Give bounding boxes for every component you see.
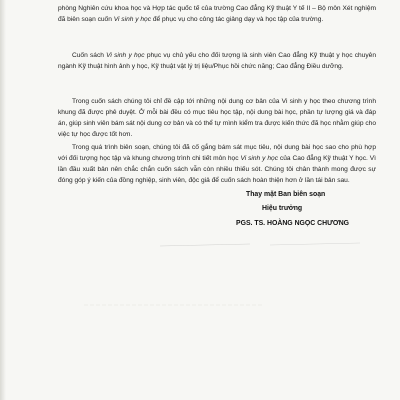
text-span: Cuốn sách xyxy=(72,52,107,59)
text-span: phục vụ chủ yếu cho đối tượng là sinh viên Cao đẳng Kỹ thuật y học chuyên ngành Kỹ thuật hình ảnh y học, Kỹ thuật vật lý trị liệu/Phục hồi chức năng; Cao đẳng Điều dưỡng. xyxy=(58,52,376,70)
signature-title: Hiệu trưởng xyxy=(262,205,303,212)
scan-bleed-through-mark xyxy=(84,302,264,308)
page-binding-shadow xyxy=(0,0,6,400)
signature-name: PGS. TS. HOÀNG NGỌC CHƯƠNG xyxy=(236,220,350,227)
intro-continuation-text xyxy=(58,3,376,25)
book-title-emphasis: Vi sinh y học xyxy=(106,52,145,59)
book-title-emphasis: Vi sinh y học xyxy=(240,155,278,162)
book-title-emphasis: Vi sinh y học xyxy=(113,16,151,23)
paragraph-content-structure: Trong cuốn sách chúng tôi chỉ đề cập tới những nội dung cơ bản của Vi sinh y học theo chương trình khung đã được phê duyệt. Ở mỗi bài đều có mục tiêu học tập, nội dung bài học, phần tự lượng giá và đáp án, giúp sinh viên bám sát nội dung cơ bản và có thể tự mình kiểm tra được kiến thức đã học nhằm giúp cho việc tự học được tốt hơn. xyxy=(58,98,376,138)
text-span: Trong quá trình biên soạn, chúng tôi đã cố gắng bám sát mục tiêu, nội dung bài học sao cho phù hợp với đối tượng học tập và khung chương trình chi tiết môn học xyxy=(58,144,376,162)
text-span: phòng Nghiên cứu khoa học và Hợp tác quốc tế của trường Cao đẳng Kỹ thuật Y tế II – Bộ môn Xét nghiệm đã biên soạn cuốn xyxy=(58,5,376,23)
text-span: để phục vụ cho công tác giảng dạy và học tập của trường. xyxy=(151,16,324,23)
paragraph-audience xyxy=(58,50,376,72)
text-span: của Cao đẳng Kỹ thuật Y học. Vì lần đầu xuất bản nên chắc chắn cuốn sách vẫn còn nhiều thiếu sót. Chúng tôi chân thành mong được sự đóng góp ý kiến của đồng nghiệp, sinh viên, độc giả để cuốn sách hoàn thiện hơn ở lần tái bản sau. xyxy=(58,155,377,184)
scan-artifact-mark xyxy=(160,241,360,249)
signature-on-behalf: Thay mặt Ban biên soạn xyxy=(246,191,326,198)
paragraph-acknowledgement xyxy=(58,142,376,186)
